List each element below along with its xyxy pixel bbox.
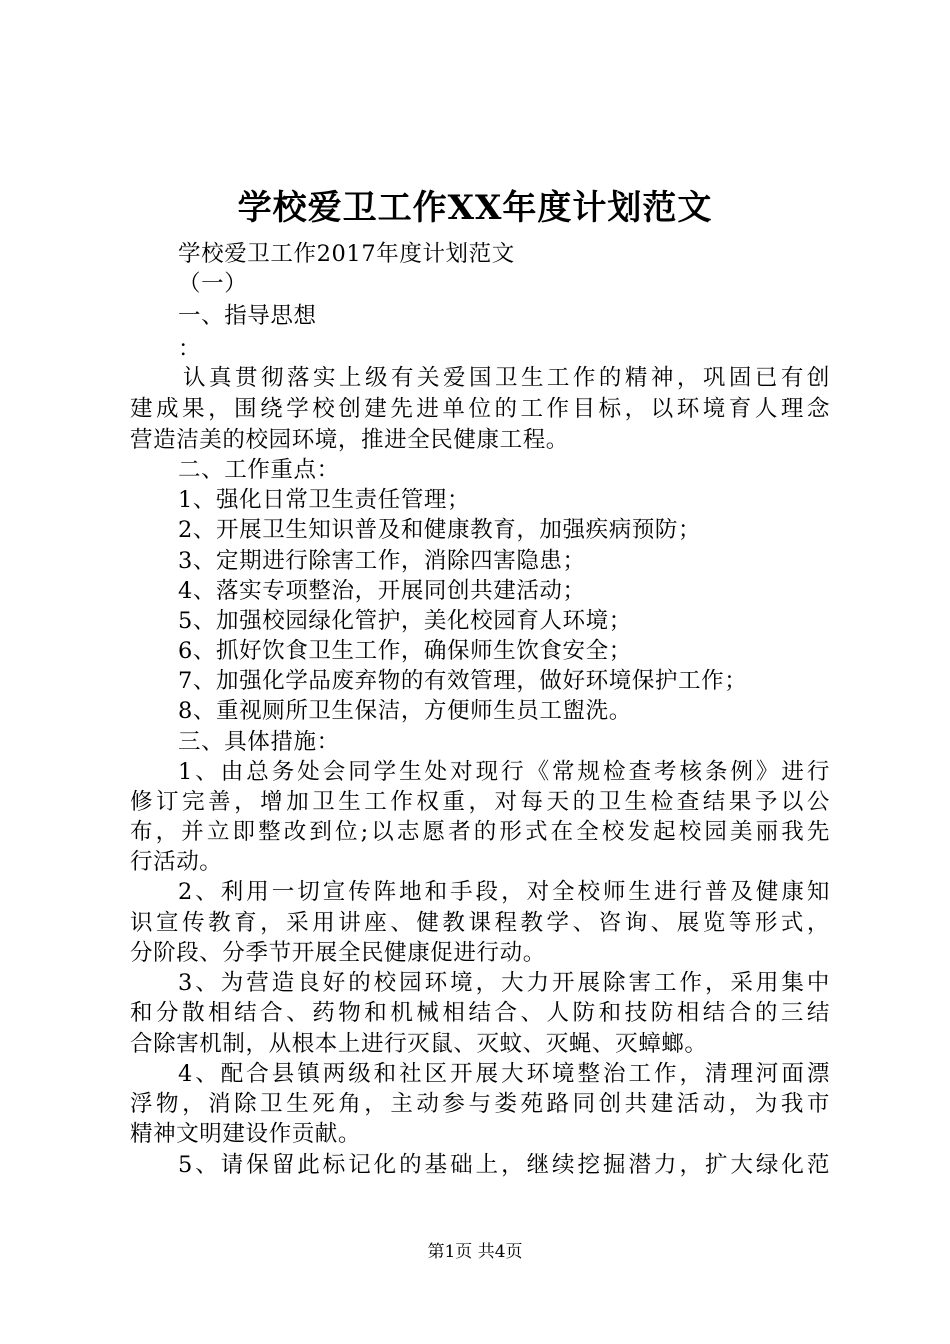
colon-line: ：: [178, 336, 202, 362]
paragraph-line: 浮物，消除卫生死角，主动参与娄苑路同创共建活动，为我市: [130, 1091, 830, 1117]
paragraph-line: 3、为营造良好的校园环境，大力开展除害工作，采用集中: [178, 970, 830, 996]
list-item: 7、加强化学品废弃物的有效管理，做好环境保护工作；: [178, 668, 748, 694]
paragraph-line: 2、利用一切宣传阵地和手段，对全校师生进行普及健康知: [178, 879, 830, 905]
paragraph-line: 4、配合县镇两级和社区开展大环境整治工作，清理河面漂: [178, 1061, 830, 1087]
list-item: 1、强化日常卫生责任管理；: [178, 487, 471, 513]
heading-measures: 三、具体措施：: [178, 729, 340, 755]
section-marker: （一）: [178, 271, 248, 297]
paragraph-line: 行活动。: [130, 849, 223, 875]
list-item: 4、落实专项整治，开展同创共建活动；: [178, 578, 586, 604]
heading-key-work: 二、工作重点：: [178, 457, 340, 483]
subtitle-line: 学校爱卫工作2017年度计划范文: [178, 241, 515, 267]
paragraph-line: 和分散相结合、药物和机械相结合、人防和技防相结合的三结: [130, 1000, 830, 1026]
paragraph-line: 建成果，围绕学校创建先进单位的工作目标，以环境育人理念: [130, 396, 830, 422]
paragraph-line: 布，并立即整改到位;以志愿者的形式在全校发起校园美丽我先: [130, 819, 830, 845]
paragraph-line: 5、请保留此标记化的基础上，继续挖掘潜力，扩大绿化范: [178, 1152, 830, 1178]
paragraph-line: 精神文明建设作贡献。: [130, 1121, 362, 1147]
paragraph-line: 合除害机制，从根本上进行灭鼠、灭蚊、灭蝇、灭蟑螂。: [130, 1031, 708, 1057]
page-footer: 第1页 共4页: [427, 1242, 523, 1262]
list-item: 6、抓好饮食卫生工作，确保师生饮食安全；: [178, 638, 632, 664]
list-item: 8、重视厕所卫生保洁，方便师生员工盥洗。: [178, 698, 632, 724]
list-item: 3、定期进行除害工作，消除四害隐患；: [178, 548, 586, 574]
paragraph-line: 营造洁美的校园环境，推进全民健康工程。: [130, 427, 569, 453]
paragraph-line: 修订完善，增加卫生工作权重，对每天的卫生检查结果予以公: [130, 789, 830, 815]
paragraph-line: 分阶段、分季节开展全民健康促进行动。: [130, 940, 546, 966]
paragraph-line: 识宣传教育，采用讲座、健教课程教学、咨询、展览等形式，: [130, 910, 830, 936]
list-item: 5、加强校园绿化管护，美化校园育人环境；: [178, 608, 632, 634]
paragraph-line: 认真贯彻落实上级有关爱国卫生工作的精神，巩固已有创: [183, 365, 830, 391]
paragraph-line: 1、由总务处会同学生处对现行《常规检查考核条例》进行: [178, 759, 830, 785]
heading-guiding-thought: 一、指导思想: [178, 303, 317, 329]
list-item: 2、开展卫生知识普及和健康教育，加强疾病预防；: [178, 517, 702, 543]
document-title: 学校爱卫工作XX年度计划范文: [237, 188, 713, 228]
